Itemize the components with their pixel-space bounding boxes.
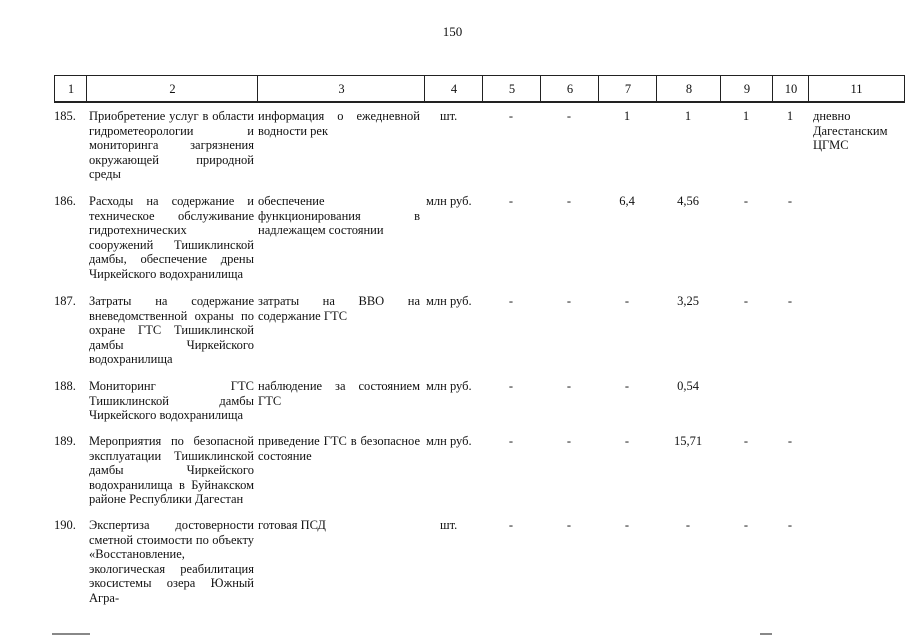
header-col-9: 9 bbox=[720, 75, 773, 103]
header-col-8: 8 bbox=[656, 75, 721, 103]
row-col-9: - bbox=[743, 294, 749, 308]
row-col-8: 0,54 bbox=[677, 379, 699, 393]
row-col-7: - bbox=[624, 379, 630, 393]
row-col-6: - bbox=[566, 294, 572, 308]
header-col-1: 1 bbox=[54, 75, 87, 103]
row-description: затраты на ВВО на содержание ГТС bbox=[258, 294, 420, 323]
row-col-11: дневно Дагестанским ЦГМС bbox=[813, 109, 888, 153]
row-col-9: - bbox=[743, 194, 749, 208]
header-col-2: 2 bbox=[86, 75, 258, 103]
row-col-10: - bbox=[787, 294, 793, 308]
row-description: готовая ПСД bbox=[258, 518, 326, 532]
row-col-8: 4,56 bbox=[677, 194, 699, 208]
row-number: 185. bbox=[54, 109, 76, 123]
row-unit: шт. bbox=[440, 109, 458, 123]
row-unit: шт. bbox=[440, 518, 458, 532]
header-col-5: 5 bbox=[482, 75, 541, 103]
row-col-5: - bbox=[508, 518, 514, 532]
row-unit: млн руб. bbox=[426, 379, 472, 393]
row-col-5: - bbox=[508, 194, 514, 208]
row-unit: млн руб. bbox=[426, 294, 472, 308]
row-name: Мониторинг ГТС Тишиклинской дамбы Чиркейского водохранилища bbox=[89, 379, 254, 423]
row-description: наблюдение за состоянием ГТС bbox=[258, 379, 420, 408]
row-col-8: 3,25 bbox=[677, 294, 699, 308]
scan-edge-mark bbox=[52, 633, 90, 635]
row-name: Приобретение услуг в области гидрометеорологии и мониторинга загрязнения окружающей природной среды bbox=[89, 109, 254, 182]
row-description: приведение ГТС в безопасное состояние bbox=[258, 434, 420, 463]
row-col-7: 1 bbox=[623, 109, 631, 123]
row-number: 189. bbox=[54, 434, 76, 448]
row-description: информация о ежедневной водности рек bbox=[258, 109, 420, 138]
row-col-5: - bbox=[508, 109, 514, 123]
row-col-10: - bbox=[787, 434, 793, 448]
row-col-6: - bbox=[566, 434, 572, 448]
header-col-3: 3 bbox=[257, 75, 425, 103]
header-col-6: 6 bbox=[540, 75, 599, 103]
row-col-8: 15,71 bbox=[673, 434, 703, 448]
row-col-6: - bbox=[566, 109, 572, 123]
scan-edge-mark bbox=[760, 633, 772, 635]
header-col-10: 10 bbox=[772, 75, 809, 103]
row-name: Затраты на содержание вневедомственной охраны по охране ГТС Тишиклинской дамбы Чиркейского водохранилища bbox=[89, 294, 254, 367]
row-col-10: - bbox=[787, 194, 793, 208]
row-col-5: - bbox=[508, 294, 514, 308]
row-col-7: - bbox=[624, 294, 630, 308]
header-col-7: 7 bbox=[598, 75, 657, 103]
row-col-8: 1 bbox=[684, 109, 692, 123]
table-header bbox=[0, 75, 905, 102]
row-col-8: - bbox=[685, 518, 691, 532]
header-col-11: 11 bbox=[808, 75, 905, 103]
row-number: 186. bbox=[54, 194, 76, 208]
row-col-10: - bbox=[787, 518, 793, 532]
row-col-5: - bbox=[508, 434, 514, 448]
row-col-7: 6,4 bbox=[619, 194, 635, 208]
row-number: 188. bbox=[54, 379, 76, 393]
row-col-5: - bbox=[508, 379, 514, 393]
row-col-6: - bbox=[566, 379, 572, 393]
row-col-9: 1 bbox=[742, 109, 750, 123]
header-divider bbox=[54, 101, 905, 102]
page-number: 150 bbox=[442, 24, 463, 39]
row-col-7: - bbox=[624, 518, 630, 532]
row-name: Мероприятия по безопасной эксплуатации Тишиклинской дамбы Чиркейского водохранилища в Буйнакском районе Республики Дагестан bbox=[89, 434, 254, 507]
row-col-10: 1 bbox=[786, 109, 794, 123]
row-col-7: - bbox=[624, 434, 630, 448]
row-number: 190. bbox=[54, 518, 76, 532]
row-name: Экспертиза достоверности сметной стоимости по объекту «Восстановление, экологическая реабилитация экосистемы озера Южный Агра- bbox=[89, 518, 254, 605]
row-unit: млн руб. bbox=[426, 194, 472, 208]
row-description: обеспечение функционирования в надлежащем состоянии bbox=[258, 194, 420, 238]
header-col-4: 4 bbox=[424, 75, 483, 103]
row-number: 187. bbox=[54, 294, 76, 308]
row-name: Расходы на содержание и техническое обслуживание гидротехнических сооружений Тишиклинской дамбы, обеспечение дрены Чиркейского водохранилища bbox=[89, 194, 254, 281]
row-col-9: - bbox=[743, 434, 749, 448]
row-col-6: - bbox=[566, 518, 572, 532]
row-unit: млн руб. bbox=[426, 434, 472, 448]
row-col-6: - bbox=[566, 194, 572, 208]
row-col-9: - bbox=[743, 518, 749, 532]
